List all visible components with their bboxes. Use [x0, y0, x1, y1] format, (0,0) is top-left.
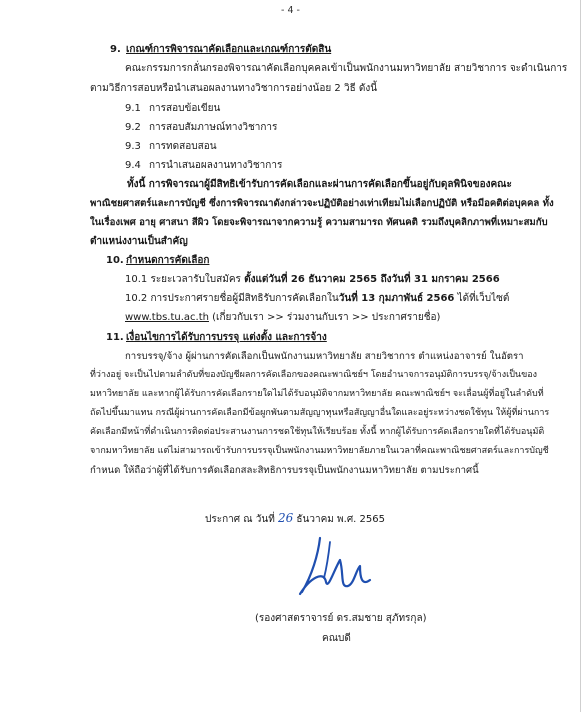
section-11-line-2: ที่ว่างอยู่ จะเป็นไปตามลำดับที่ของบัญชีผลการคัดเลือกของคณะพาณิชย์ฯ โดยอำนาจการอนุมัติการบรรจุ/จ้างเป็นของ — [90, 370, 538, 380]
website-path: (เกี่ยวกับเรา >> ร่วมงานกับเรา >> ประกาศรายชื่อ) — [208, 312, 441, 323]
schedule-label: 10.1 ระยะเวลารับใบสมัคร — [125, 274, 245, 285]
section-11-line-5: คัดเลือกมีหน้าที่ดำเนินการติดต่อประสานงานการชดใช้ทุนให้เรียบร้อย ทั้งนี้ หากผู้ได้รับการคัดเลือกรายใดที่ได้รับอนุมัติ — [90, 427, 545, 437]
list-item-number: 9.1 — [125, 103, 141, 114]
list-item-text: การนำเสนอผลงานทางวิชาการ — [149, 160, 283, 171]
section-9-intro-line-1: คณะกรรมการกลั่นกรองพิจารณาคัดเลือกบุคคลเข้าเป็นพนักงานมหาวิทยาลัย สายวิชาการ จะดำเนินการ — [125, 63, 568, 74]
section-9-para-line-1 — [127, 178, 512, 191]
section-11-number: 11. — [106, 332, 124, 343]
section-11-line-6: จากมหาวิทยาลัย แต่ไม่สามารถเข้ารับการบรรจุเป็นพนักงานมหาวิทยาลัยภายในเวลาที่คณะพาณิชยศาสตร์และการบัญชี — [90, 446, 549, 456]
section-10-line-1 — [125, 273, 500, 286]
section-9-para-line-4: ตำแหน่งงานเป็นสำคัญ — [90, 236, 188, 247]
announce-website-label: ได้ที่เว็บไซต์ — [454, 293, 510, 304]
section-10-line-3 — [125, 311, 440, 324]
section-9-para-line-2: พาณิชยศาสตร์และการบัญชี ซึ่งการพิจารณาดังกล่าวจะปฏิบัติอย่างเท่าเทียมไม่เลือกปฏิบัติ หรือมีอคติต่อบุคคล ทั้ง — [90, 198, 554, 209]
section-11-line-4: ถัดไปขึ้นมาแทน กรณีผู้ผ่านการคัดเลือกมีข้อผูกพันตามสัญญาทุนหรือสัญญาอื่นใดและอยู่ระหว่างชดใช้ทุน ให้ผู้ที่ผ่านการ — [90, 408, 550, 418]
announcement-suffix: ธันวาคม พ.ศ. 2565 — [293, 514, 385, 525]
signer-name: (รองศาสตราจารย์ ดร.สมชาย สุภัทรกุล) — [255, 613, 427, 624]
page-number: - 4 - — [281, 5, 300, 16]
list-item-text: การทดสอบสอน — [149, 141, 217, 152]
handwritten-signature — [290, 530, 380, 605]
section-11-title: เงื่อนไขการได้รับการบรรจุ แต่งตั้ง และการจ้าง — [126, 332, 327, 343]
schedule-dates: ตั้งแต่วันที่ 26 ธันวาคม 2565 ถึงวันที่ 31 มกราคม 2566 — [244, 274, 500, 285]
para-text: การพิจารณาผู้มีสิทธิเข้ารับการคัดเลือกและผ่านการคัดเลือกขึ้นอยู่กับดุลพินิจของคณะ — [145, 179, 512, 190]
section-9-intro-line-2: ตามวิธีการสอบหรือนำเสนอผลงานทางวิชาการอย่างน้อย 2 วิธี ดังนี้ — [90, 83, 378, 94]
section-10-title: กำหนดการคัดเลือก — [126, 255, 210, 266]
website-link[interactable]: www.tbs.tu.ac.th — [125, 312, 209, 323]
announcement-date-line — [205, 512, 385, 526]
section-11-line-7: กำหนด ให้ถือว่าผู้ที่ได้รับการคัดเลือกสละสิทธิการบรรจุเป็นพนักงานมหาวิทยาลัย ตามประกาศนี้ — [90, 465, 479, 476]
section-11-line-3: มหาวิทยาลัย และหากผู้ได้รับการคัดเลือกรายใดไม่ได้รับอนุมัติจากมหาวิทยาลัย คณะพาณิชย์ฯ จะเลื่อนผู้ที่อยู่ในลำดับที่ — [90, 389, 544, 399]
list-item-text: การสอบสัมภาษณ์ทางวิชาการ — [149, 122, 278, 133]
section-10-line-2 — [125, 292, 509, 305]
list-item-number: 9.4 — [125, 160, 141, 171]
announcement-day: 26 — [277, 511, 294, 525]
section-10-number: 10. — [106, 255, 124, 266]
section-9-number: 9. — [110, 44, 121, 55]
section-9-para-line-3: ในเรื่องเพศ อายุ ศาสนา สีผิว โดยจะพิจารณาจากความรู้ ความสามารถ ทัศนคติ รวมถึงบุคลิกภาพที่เหมาะสมกับ — [90, 217, 548, 228]
emphasis-text: ทั้งนี้ — [127, 179, 146, 190]
section-9-title: เกณฑ์การพิจารณาคัดเลือกและเกณฑ์การตัดสิน — [126, 44, 332, 55]
announce-date: วันที่ 13 กุมภาพันธ์ 2566 — [338, 293, 455, 304]
section-11-line-1: การบรรจุ/จ้าง ผู้ผ่านการคัดเลือกเป็นพนักงานมหาวิทยาลัย สายวิชาการ ตำแหน่งอาจารย์ ในอัตรา — [125, 351, 524, 362]
list-item-text: การสอบข้อเขียน — [149, 103, 221, 114]
list-item-number: 9.2 — [125, 122, 141, 133]
announce-label: 10.2 การประกาศรายชื่อผู้มีสิทธิรับการคัดเลือกใน — [125, 293, 339, 304]
list-item-number: 9.3 — [125, 141, 141, 152]
announcement-prefix: ประกาศ ณ วันที่ — [205, 514, 278, 525]
signer-title: คณบดี — [322, 633, 351, 644]
